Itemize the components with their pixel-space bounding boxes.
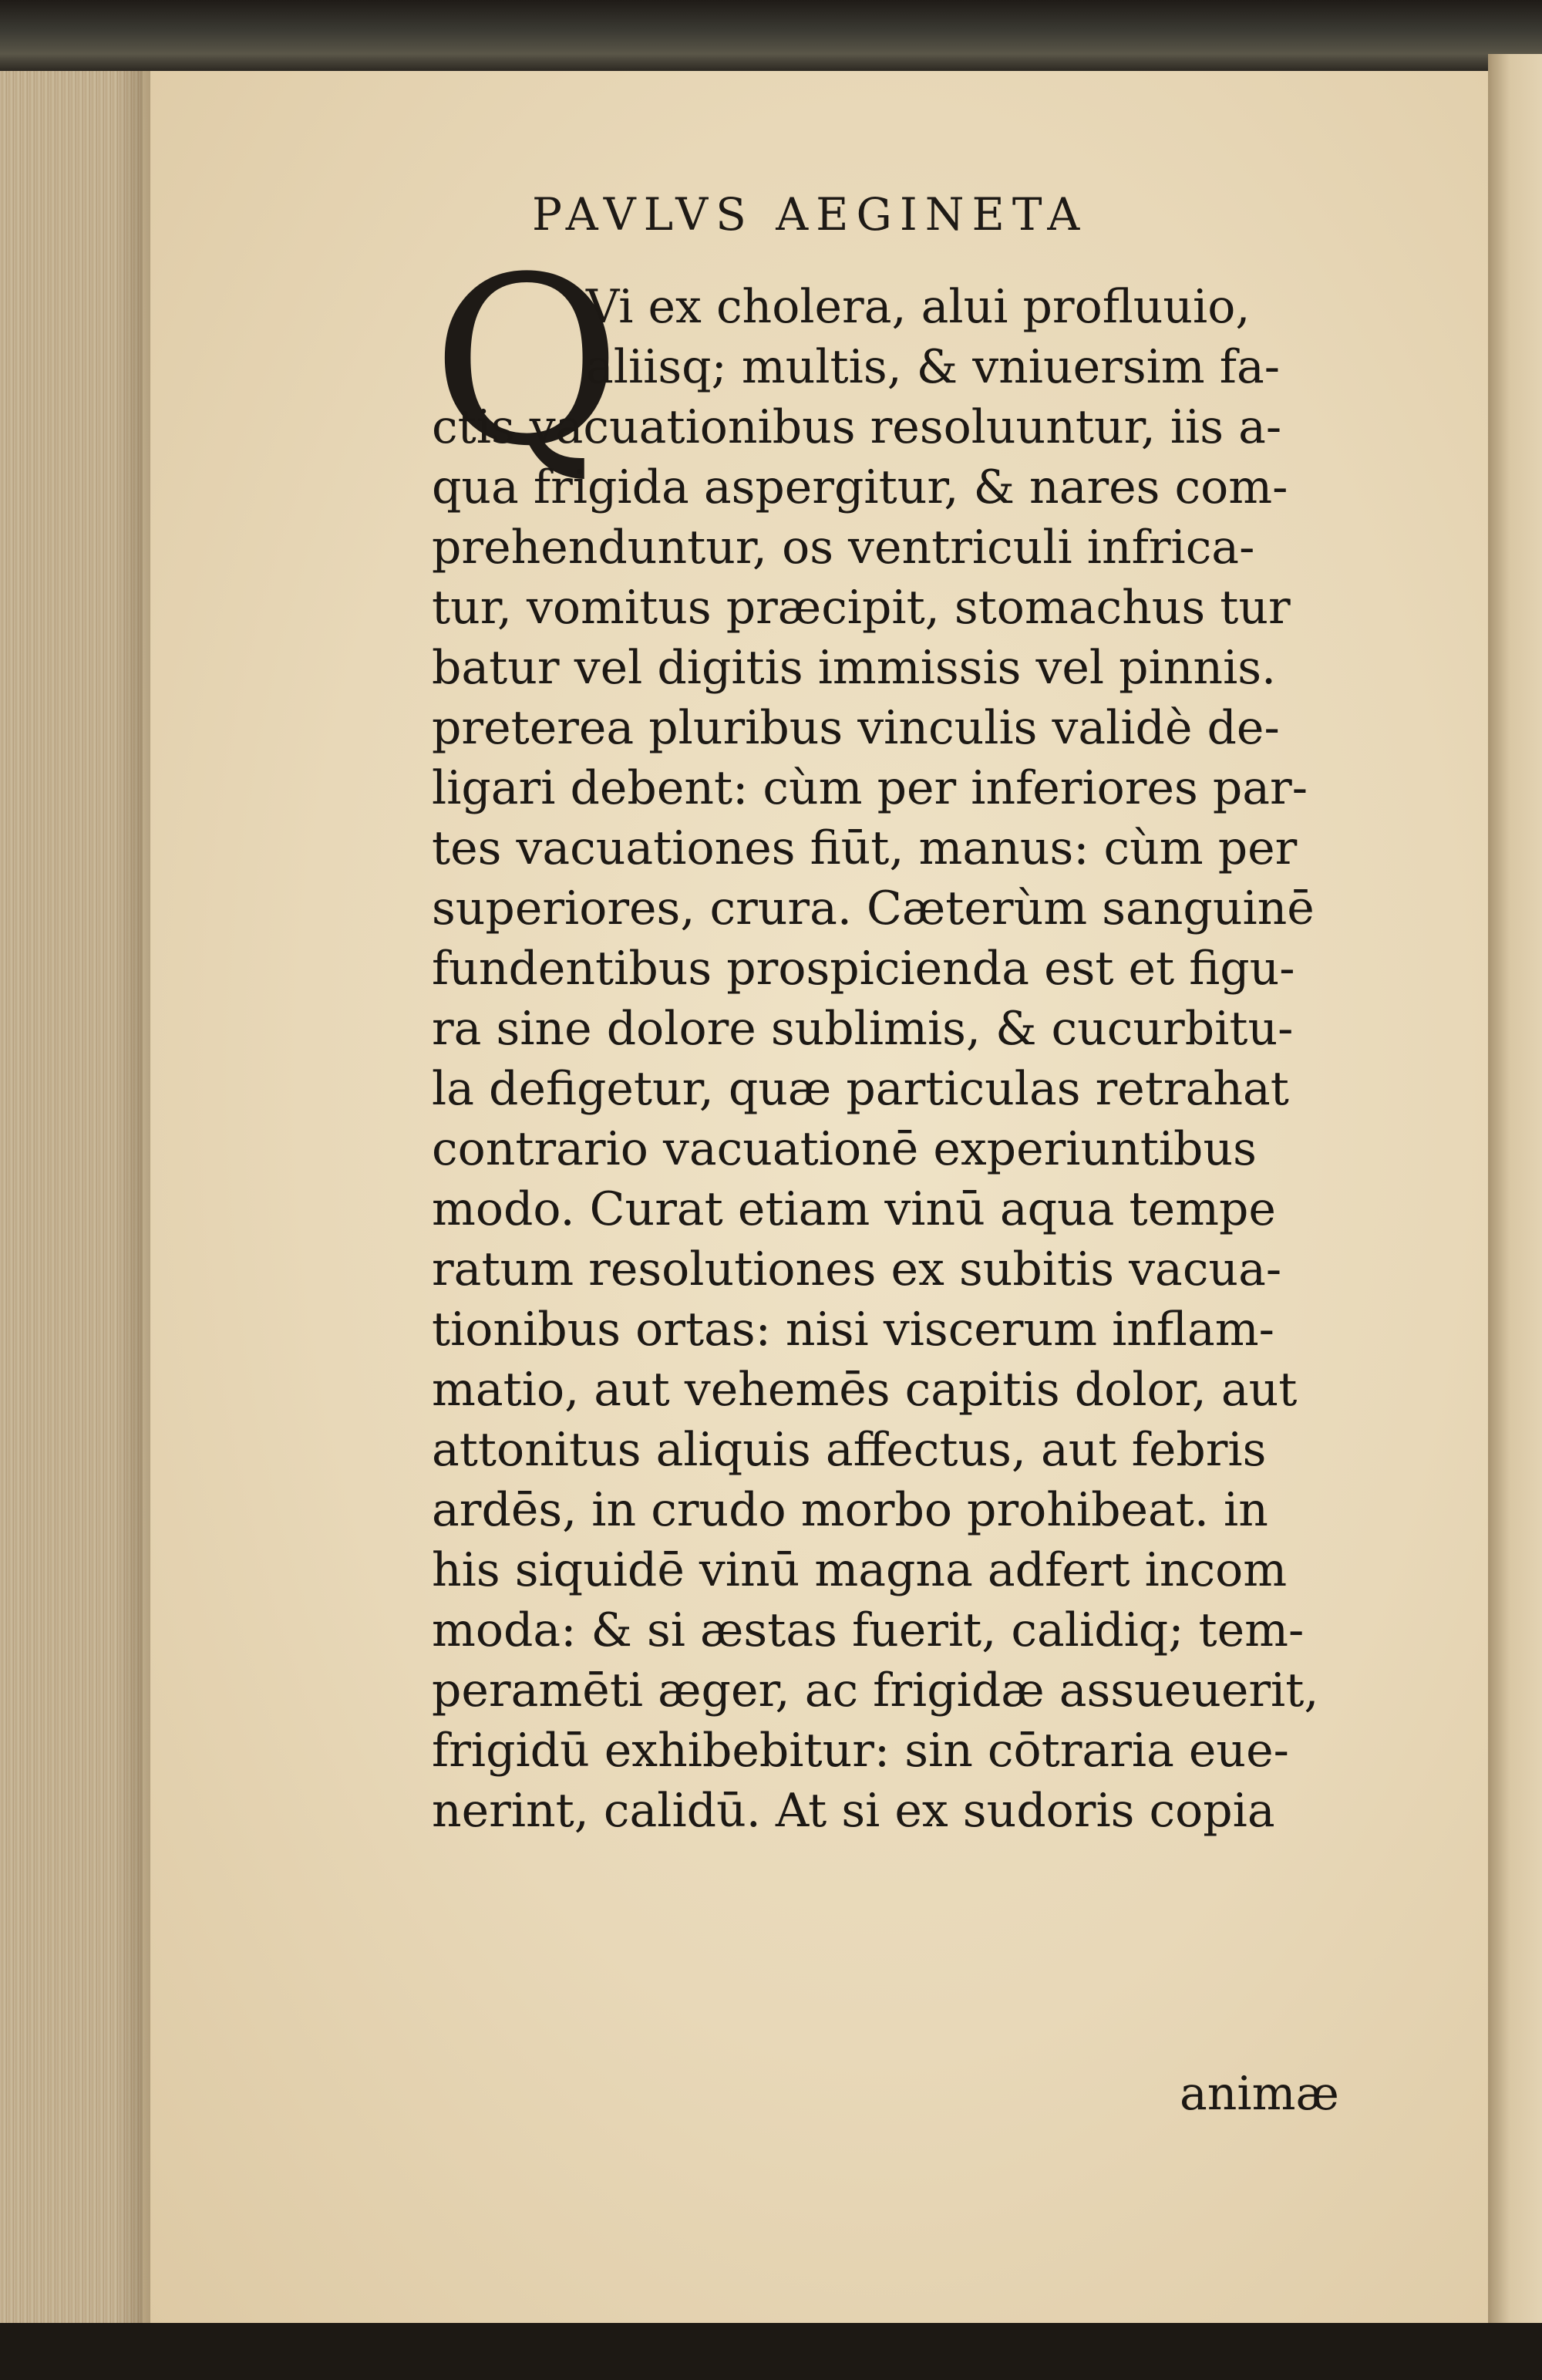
text-line: qua frigida aspergitur, & nares com- [432, 460, 1288, 514]
text-line: modo. Curat etiam vinū aqua tempe [432, 1182, 1276, 1236]
text-line: matio, aut vehemēs capitis dolor, aut [432, 1363, 1298, 1417]
text-line: attonitus aliquis affectus, aut febris [432, 1423, 1267, 1477]
text-line: nerint, calidū. At si ex sudoris copia [432, 1784, 1275, 1838]
text-line: preterea pluribus vinculis validè de- [432, 701, 1280, 755]
text-line: ligari debent: cùm per inferiores par- [432, 761, 1308, 815]
drop-cap: Q [432, 228, 621, 497]
text-line: tes vacuationes fiūt, manus: cùm per [432, 821, 1298, 875]
text-line: ratum resolutiones ex subitis vacua- [432, 1242, 1282, 1296]
text-line: peramēti æger, ac frigidæ assueuerit, [432, 1664, 1319, 1718]
text-line: frigidū exhibebitur: sin cōtraria eue- [432, 1724, 1289, 1778]
text-line: prehenduntur, os ventriculi infrica- [432, 521, 1255, 575]
catchword: animæ [1180, 2067, 1339, 2121]
text-line: ctis vacuationibus resoluuntur, iis a- [432, 400, 1282, 454]
text-line: batur vel digitis immissis vel pinnis. [432, 641, 1277, 695]
text-line: la defigetur, quæ particulas retrahat [432, 1062, 1289, 1116]
text-line: aliisq; multis, & vniuersim fa- [586, 340, 1281, 394]
text-line: moda: & si æstas fuerit, calidiq; tem- [432, 1603, 1305, 1657]
text-line: Vi ex cholera, alui profluuio, [586, 280, 1251, 334]
text-line: ra sine dolore sublimis, & cucurbitu- [432, 1002, 1294, 1056]
text-line: superiores, crura. Cæterùm sanguinē [432, 882, 1315, 935]
text-line: tur, vomitus præcipit, stomachus tur [432, 581, 1291, 635]
text-line: tionibus ortas: nisi viscerum inflam- [432, 1303, 1274, 1357]
text-line: ardēs, in crudo morbo prohibeat. in [432, 1483, 1268, 1537]
running-header: PAVLVS AEGINETA [532, 188, 1088, 241]
text-line: contrario vacuationē experiuntibus [432, 1122, 1257, 1176]
text-line: fundentibus prospicienda est et figu- [432, 942, 1295, 996]
text-line: his siquidē vinū magna adfert incom [432, 1543, 1288, 1597]
